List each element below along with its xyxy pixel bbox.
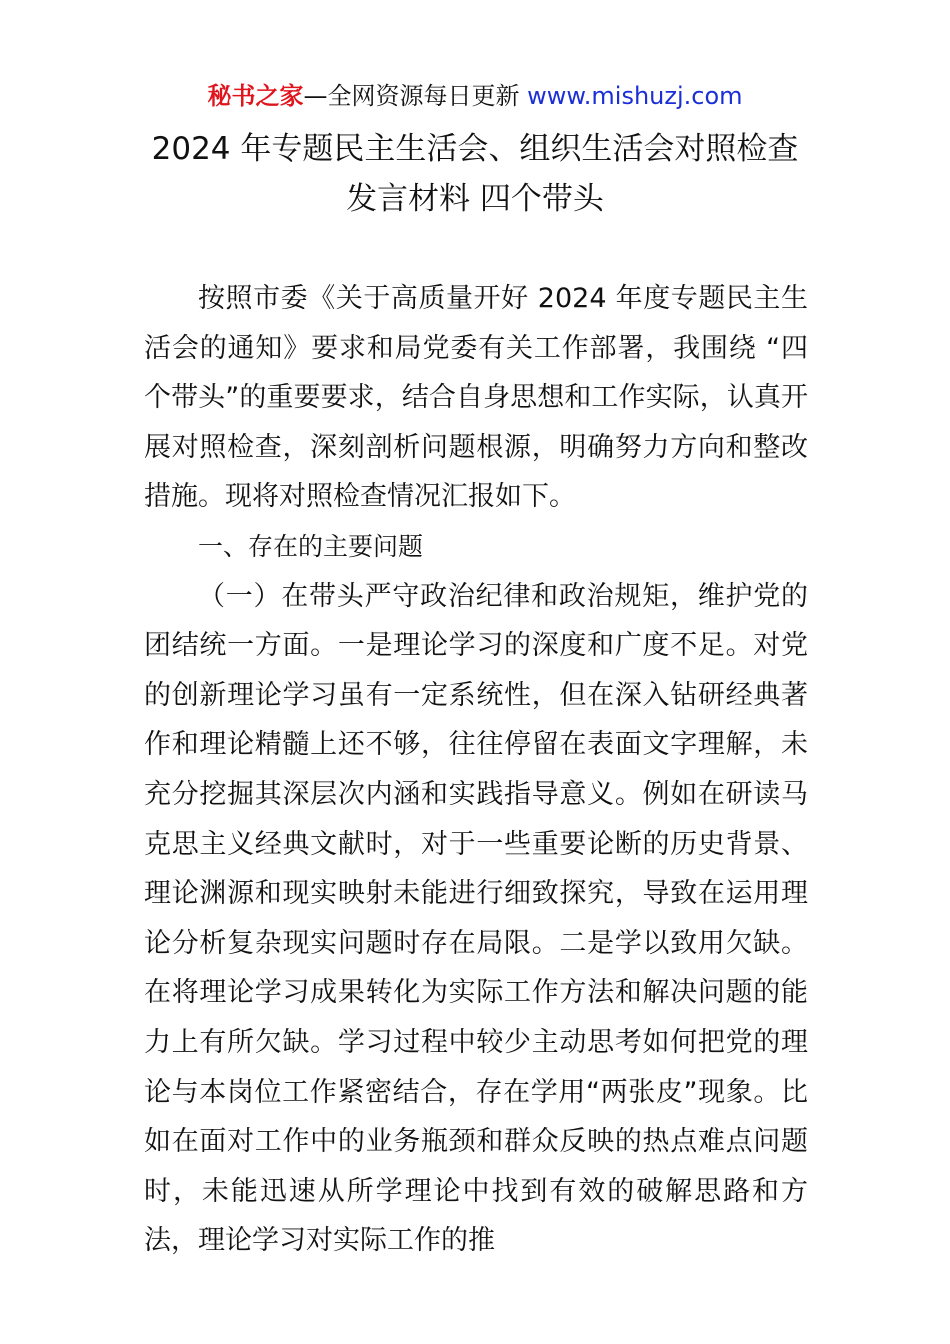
section-heading: 一、存在的主要问题: [198, 531, 424, 561]
site-slogan: —全网资源每日更新: [303, 82, 520, 110]
brand-name: 秘书之家: [207, 82, 304, 110]
site-header: [0, 78, 950, 114]
document-body: [144, 274, 808, 1266]
section-paragraph: （一）在带头严守政治纪律和政治规矩，维护党的团结统一方面。一是理论学习的深度和广度不足。对党的创新理论学习虽有一定系统性，但在深入钻研经典著作和理论精髓上还不够，往往停留在表面文字理解，未充分挖掘其深层次内涵和实践指导意义。例如在研读马克思主义经典文献时，对于一些重要论断的历史背景、理论渊源和现实映射未能进行细致探究，导致在运用理论分析复杂现实问题时存在局限。二是学以致用欠缺。在将理论学习成果转化为实际工作方法和解决问题的能力上有所欠缺。学习过程中较少主动思考如何把党的理论与本岗位工作紧密结合，存在学用“两张皮”现象。比如在面对工作中的业务瓶颈和群众反映的热点难点问题时，未能迅速从所学理论中找到有效的破解思路和方法，理论学习对实际工作的推: [144, 580, 808, 1257]
title-line-1: 2024 年专题民主生活会、组织生活会对照检查: [151, 131, 799, 167]
document-title: [100, 124, 850, 224]
intro-paragraph: 按照市委《关于高质量开好 2024 年度专题民主生活会的通知》要求和局党委有关工作部署，我围绕 “四个带头”的重要要求，结合自身思想和工作实际，认真开展对照检查，深刻剖析问题根源，明确努力方向和整改措施。现将对照检查情况汇报如下。: [144, 283, 808, 513]
site-url-link[interactable]: www.mishuzj.com: [527, 82, 743, 110]
title-line-2: 发言材料 四个带头: [346, 181, 604, 217]
